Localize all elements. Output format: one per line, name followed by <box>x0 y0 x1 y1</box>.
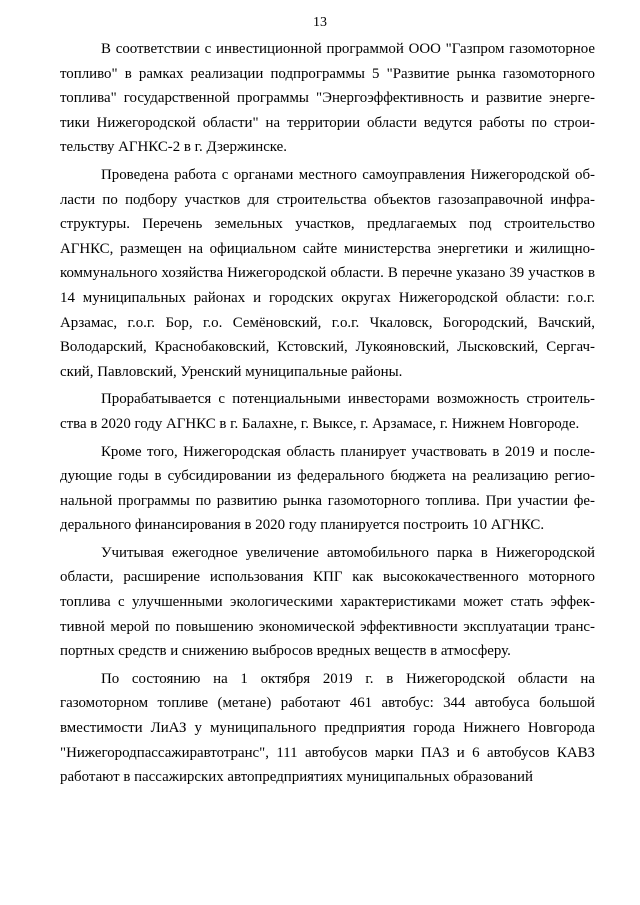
paragraph-2020-construction-plans: Прорабатывается с потенциальными инвесторами возможность строительства в 2020 году АГНКС в г. Балахне, г. Выксе, г. Арзамасе, г. Нижнем Новгороде. <box>60 391 595 432</box>
page-number: 13 <box>313 15 327 30</box>
paragraph-federal-subsidies: Кроме того, Нижегородская область планирует участвовать в 2019 и последующие годы в субсидировании из федерального бюджета на реализацию региональной программы по развитию рынка газомоторного топлива. При участии федерального финансирования в 2020 году планируется построить 10 АГНКС. <box>60 443 595 534</box>
paragraph-cng-efficiency: Учитывая ежегодное увеличение автомобильного парка в Нижегородской области, расширение использования КПГ как высококачественного моторного топлива с улучшенными экологическими характеристиками может стать эффективной мерой по повышению экономической эффективности эксплуатации транспортных средств и снижению выбросов вредных веществ в атмосферу. <box>60 544 595 660</box>
paragraph-methane-buses: По состоянию на 1 октября 2019 г. в Нижегородской области на газомоторном топливе (метане) работают 461 автобус: 344 автобуса большой вместимости ЛиАЗ у муниципального предприятия города Нижнего Новгорода "Нижегородпассажиравтотранс", 111 автобусов марки ПАЗ и 6 автобусов КАВЗ работают в пассажирских автопредприятиях муниципальных образований <box>60 670 595 786</box>
paragraph-land-plots-list: Проведена работа с органами местного самоуправления Нижегородской области по подбору участков для строительства объектов газозаправочной инфраструктуры. Перечень земельных участков, предлагаемых под строительство АГНКС, размещен на официальном сайте министерства энергетики и жилищно-коммунального хозяйства Нижегородской области. В перечне указано 39 участков в 14 муниципальных районах и городских округах Нижегородской области: г.о.г. Арзамас, г.о.г. Бор, г.о. Семёновский, г.о.г. Чкаловск, Богородский, Вачский, Володарский, Краснобаковский, Кстовский, Лукояновский, Лысковский, Сергачский, Павловский, Уренский муниципальные районы. <box>60 166 595 380</box>
paragraph-agnks-investment-program: В соответствии с инвестиционной программой ООО "Газпром газомоторное топливо" в рамках реализации подпрограммы 5 "Развитие рынка газомоторного топлива" государственной программы "Энергоэффективность и развитие энергетики Нижегородской области" на территории области ведутся работы по строительству АГНКС-2 в г. Дзержинске. <box>60 41 595 156</box>
document-body <box>60 37 595 790</box>
